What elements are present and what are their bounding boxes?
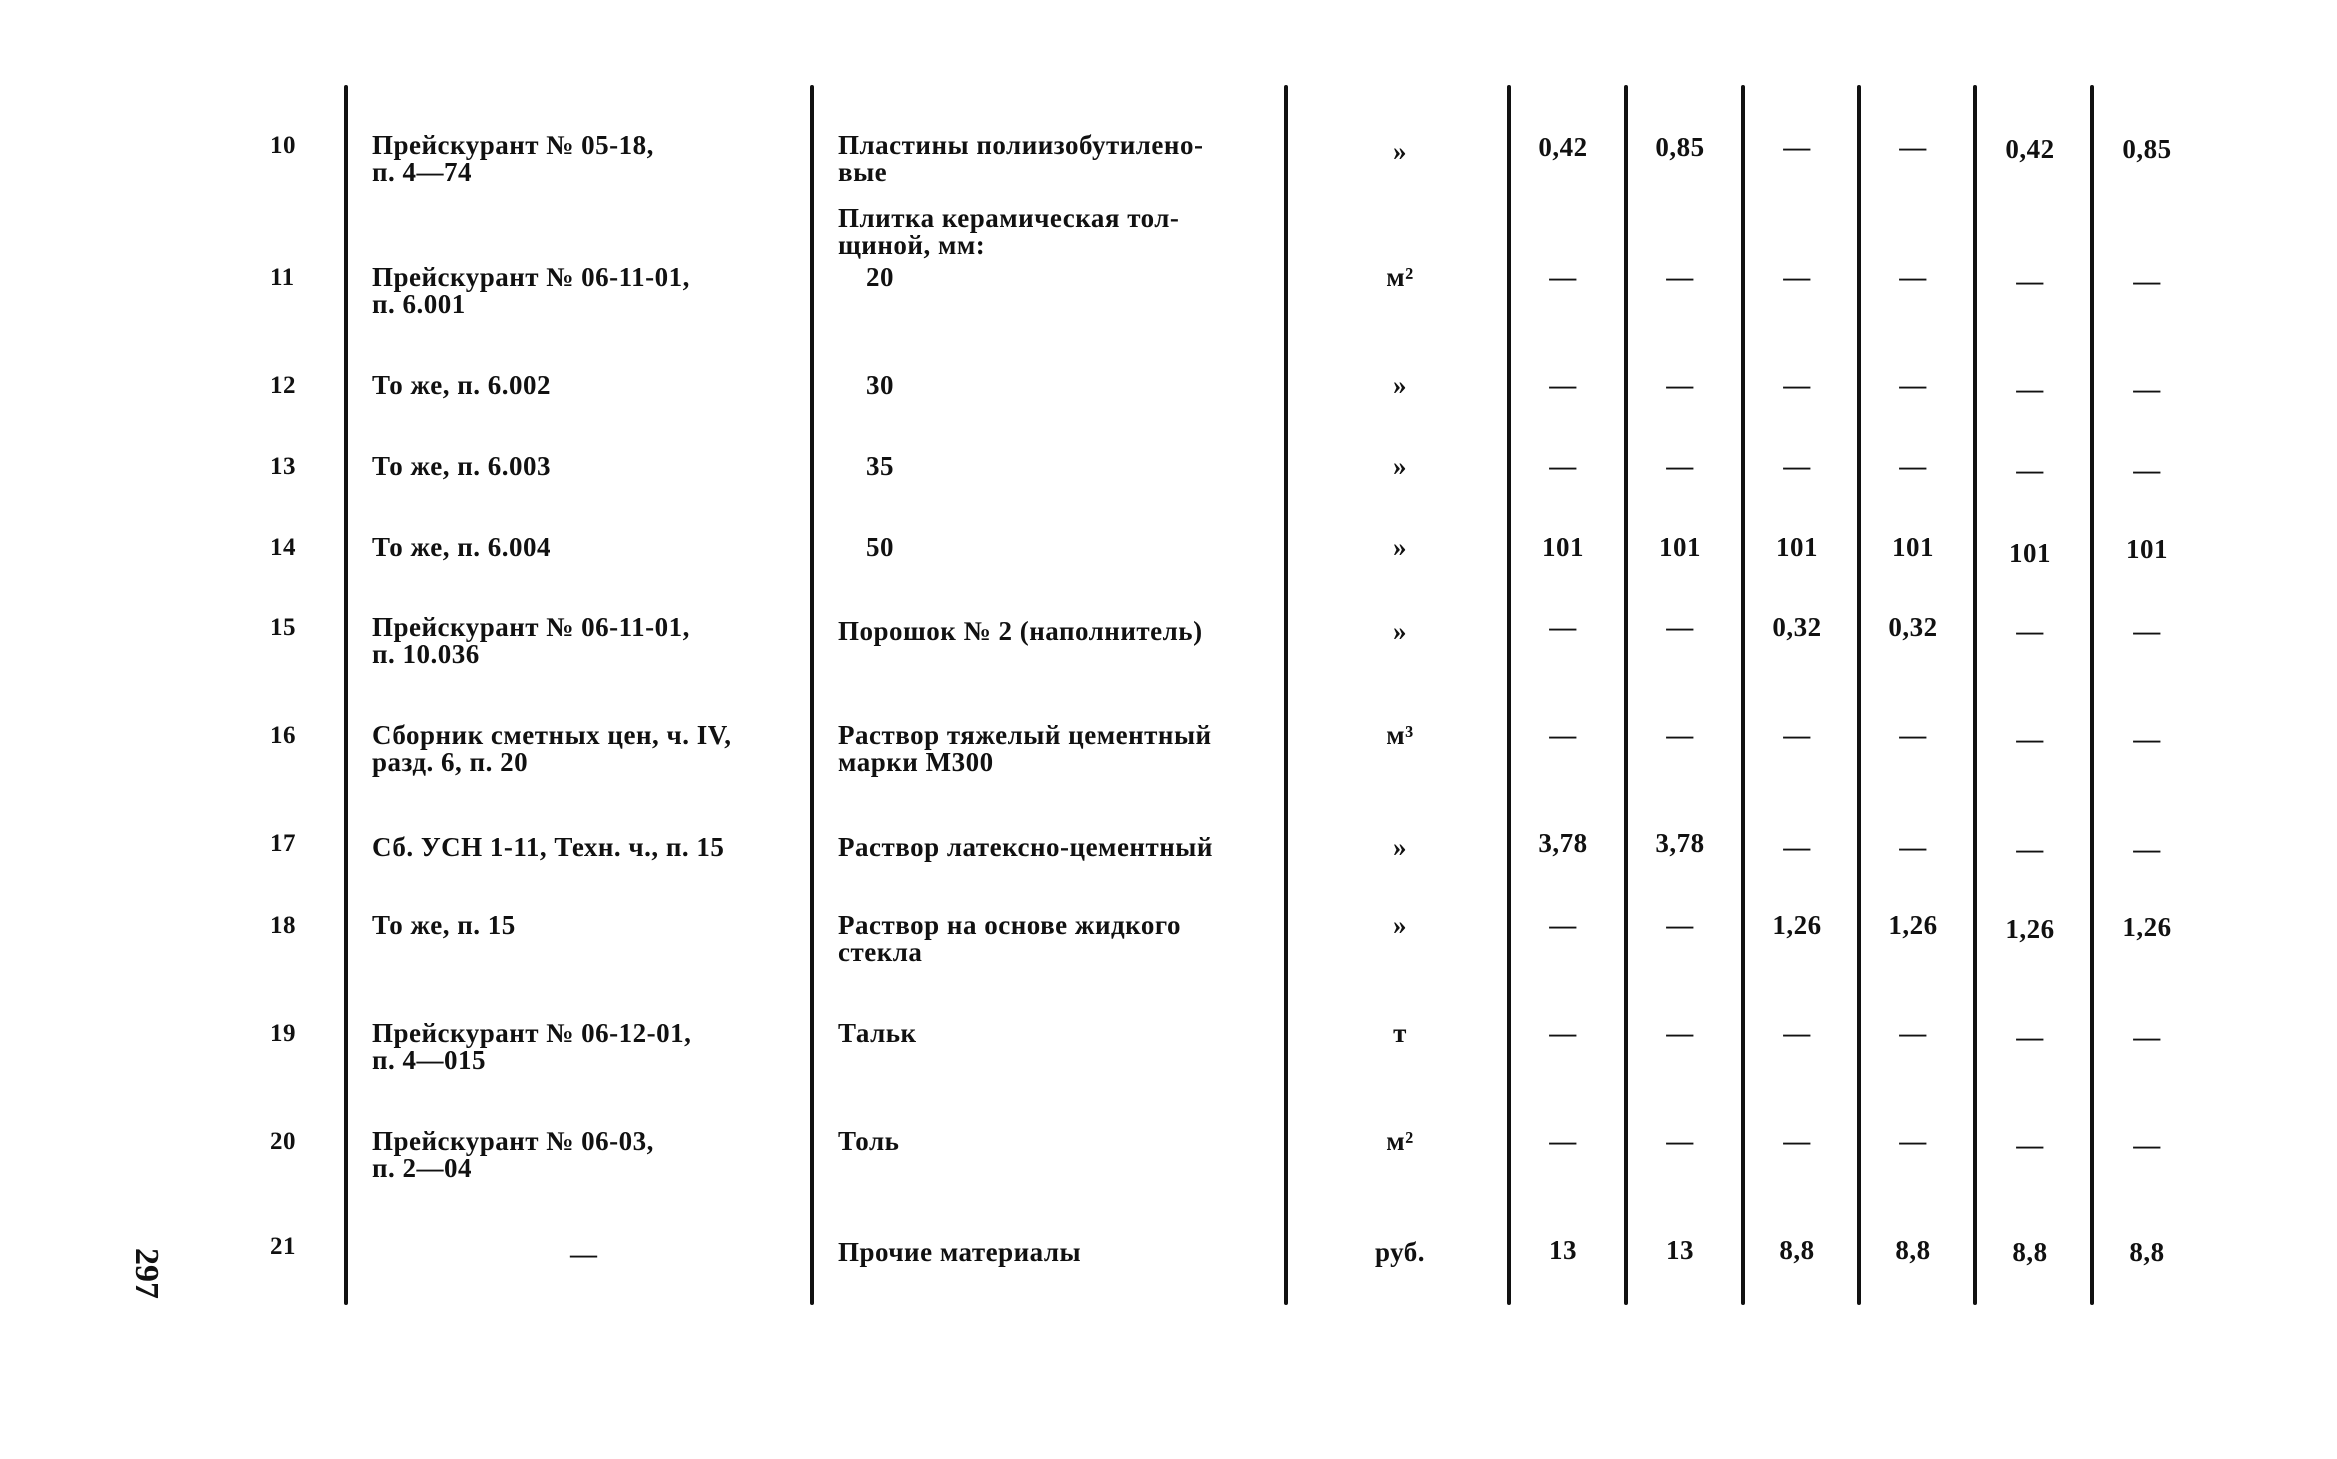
unit: м² bbox=[1386, 262, 1414, 292]
value-cell: — bbox=[2016, 834, 2044, 864]
value-cell: 101 bbox=[1892, 532, 1934, 562]
unit: м³ bbox=[1386, 720, 1414, 750]
value-cell: 3,78 bbox=[1655, 828, 1705, 858]
unit: руб. bbox=[1374, 1237, 1426, 1267]
material-name: 20 bbox=[866, 262, 894, 292]
value-cell: — bbox=[2016, 374, 2044, 404]
value-cell: — bbox=[1899, 451, 1927, 481]
material-name: Раствор латексно-цементный bbox=[838, 832, 1213, 862]
source-reference: Сборник сметных цен, ч. IV, разд. 6, п. 20 bbox=[372, 720, 732, 777]
row-number: 18 bbox=[270, 912, 296, 939]
source-reference: Сб. УСН 1-11, Техн. ч., п. 15 bbox=[372, 832, 725, 862]
table-rule bbox=[344, 85, 348, 1305]
value-cell: 3,78 bbox=[1538, 828, 1588, 858]
value-cell: — bbox=[1899, 132, 1927, 162]
value-cell: — bbox=[2016, 616, 2044, 646]
value-cell: — bbox=[1783, 720, 1811, 750]
value-cell: — bbox=[1549, 451, 1577, 481]
source-reference: То же, п. 6.004 bbox=[372, 532, 552, 562]
unit: » bbox=[1393, 910, 1407, 940]
value-cell: 1,26 bbox=[1772, 910, 1822, 940]
material-name: Пластины полиизобутилено- вые bbox=[838, 130, 1204, 187]
row-number: 17 bbox=[270, 830, 296, 857]
value-cell: 0,32 bbox=[1772, 612, 1822, 642]
value-cell: — bbox=[2133, 266, 2161, 296]
value-cell: — bbox=[1666, 370, 1694, 400]
source-reference: Прейскурант № 06-12-01, п. 4—015 bbox=[372, 1018, 692, 1075]
unit: » bbox=[1393, 832, 1407, 862]
value-cell: — bbox=[1549, 910, 1577, 940]
material-group-name: Плитка керамическая тол- щиной, мм: bbox=[838, 203, 1180, 260]
row-number: 13 bbox=[270, 453, 296, 480]
value-cell: — bbox=[1666, 262, 1694, 292]
source-reference: — bbox=[570, 1239, 598, 1269]
value-cell: — bbox=[1666, 451, 1694, 481]
value-cell: — bbox=[1783, 451, 1811, 481]
value-cell: — bbox=[1549, 262, 1577, 292]
material-name: Раствор на основе жидкого стекла bbox=[838, 910, 1181, 967]
source-reference: То же, п. 6.003 bbox=[372, 451, 552, 481]
value-cell: — bbox=[1549, 1126, 1577, 1156]
source-reference: Прейскурант № 06-03, п. 2—04 bbox=[372, 1126, 654, 1183]
unit: » bbox=[1393, 370, 1407, 400]
row-number: 20 bbox=[270, 1128, 296, 1155]
value-cell: — bbox=[1666, 720, 1694, 750]
material-name: Толь bbox=[838, 1126, 900, 1156]
value-cell: 101 bbox=[1659, 532, 1701, 562]
row-number: 12 bbox=[270, 372, 296, 399]
value-cell: — bbox=[1549, 720, 1577, 750]
value-cell: — bbox=[1549, 1018, 1577, 1048]
value-cell: — bbox=[2016, 455, 2044, 485]
unit: м² bbox=[1386, 1126, 1414, 1156]
value-cell: — bbox=[2016, 266, 2044, 296]
value-cell: — bbox=[1899, 1018, 1927, 1048]
material-name: Порошок № 2 (наполнитель) bbox=[838, 616, 1203, 646]
material-name: 35 bbox=[866, 451, 894, 481]
value-cell: — bbox=[2133, 455, 2161, 485]
value-cell: 101 bbox=[2126, 534, 2168, 564]
value-cell: — bbox=[2016, 1022, 2044, 1052]
value-cell: 101 bbox=[2009, 538, 2051, 568]
value-cell: — bbox=[1666, 1126, 1694, 1156]
source-reference: То же, п. 15 bbox=[372, 910, 516, 940]
value-cell: 0,32 bbox=[1888, 612, 1938, 642]
value-cell: — bbox=[1783, 1126, 1811, 1156]
value-cell: 13 bbox=[1549, 1235, 1577, 1265]
value-cell: 1,26 bbox=[1888, 910, 1938, 940]
value-cell: 1,26 bbox=[2005, 914, 2055, 944]
value-cell: — bbox=[1666, 612, 1694, 642]
value-cell: — bbox=[2133, 616, 2161, 646]
unit: » bbox=[1393, 532, 1407, 562]
material-name: Прочие материалы bbox=[838, 1237, 1082, 1267]
value-cell: 13 bbox=[1666, 1235, 1694, 1265]
row-number: 10 bbox=[270, 132, 296, 159]
value-cell: — bbox=[1783, 370, 1811, 400]
value-cell: — bbox=[1549, 370, 1577, 400]
value-cell: — bbox=[1899, 832, 1927, 862]
value-cell: — bbox=[1666, 1018, 1694, 1048]
value-cell: — bbox=[1666, 910, 1694, 940]
value-cell: — bbox=[1783, 832, 1811, 862]
value-cell: — bbox=[2133, 1130, 2161, 1160]
source-reference: То же, п. 6.002 bbox=[372, 370, 552, 400]
unit: » bbox=[1393, 451, 1407, 481]
unit: т bbox=[1393, 1018, 1407, 1048]
source-reference: Прейскурант № 06-11-01, п. 6.001 bbox=[372, 262, 690, 319]
value-cell: — bbox=[1549, 612, 1577, 642]
row-number: 19 bbox=[270, 1020, 296, 1047]
source-reference: Прейскурант № 06-11-01, п. 10.036 bbox=[372, 612, 690, 669]
row-number: 11 bbox=[270, 264, 295, 291]
material-name: Раствор тяжелый цементный марки М300 bbox=[838, 720, 1212, 777]
value-cell: 8,8 bbox=[1895, 1235, 1931, 1265]
material-name: 30 bbox=[866, 370, 894, 400]
value-cell: — bbox=[1783, 262, 1811, 292]
value-cell: — bbox=[1783, 1018, 1811, 1048]
value-cell: — bbox=[1899, 370, 1927, 400]
value-cell: 0,42 bbox=[1538, 132, 1588, 162]
value-cell: — bbox=[1783, 132, 1811, 162]
value-cell: 0,85 bbox=[1655, 132, 1705, 162]
value-cell: — bbox=[2016, 724, 2044, 754]
value-cell: 1,26 bbox=[2122, 912, 2172, 942]
value-cell: 8,8 bbox=[1779, 1235, 1815, 1265]
value-cell: 0,85 bbox=[2122, 134, 2172, 164]
value-cell: — bbox=[2133, 724, 2161, 754]
row-number: 21 bbox=[270, 1233, 296, 1260]
row-number: 14 bbox=[270, 534, 296, 561]
value-cell: 101 bbox=[1542, 532, 1584, 562]
value-cell: 101 bbox=[1776, 532, 1818, 562]
value-cell: — bbox=[1899, 720, 1927, 750]
unit: » bbox=[1393, 616, 1407, 646]
value-cell: 0,42 bbox=[2005, 134, 2055, 164]
value-cell: — bbox=[2133, 1022, 2161, 1052]
material-name: Тальк bbox=[838, 1018, 917, 1048]
value-cell: — bbox=[1899, 1126, 1927, 1156]
source-reference: Прейскурант № 05-18, п. 4—74 bbox=[372, 130, 654, 187]
value-cell: — bbox=[2133, 374, 2161, 404]
row-number: 16 bbox=[270, 722, 296, 749]
value-cell: 8,8 bbox=[2012, 1237, 2048, 1267]
value-cell: — bbox=[2016, 1130, 2044, 1160]
material-name: 50 bbox=[866, 532, 894, 562]
value-cell: 8,8 bbox=[2129, 1237, 2165, 1267]
page-number: 297 bbox=[128, 1248, 165, 1299]
table-rule bbox=[810, 85, 814, 1305]
unit: » bbox=[1393, 136, 1407, 166]
value-cell: — bbox=[1899, 262, 1927, 292]
value-cell: — bbox=[2133, 834, 2161, 864]
row-number: 15 bbox=[270, 614, 296, 641]
